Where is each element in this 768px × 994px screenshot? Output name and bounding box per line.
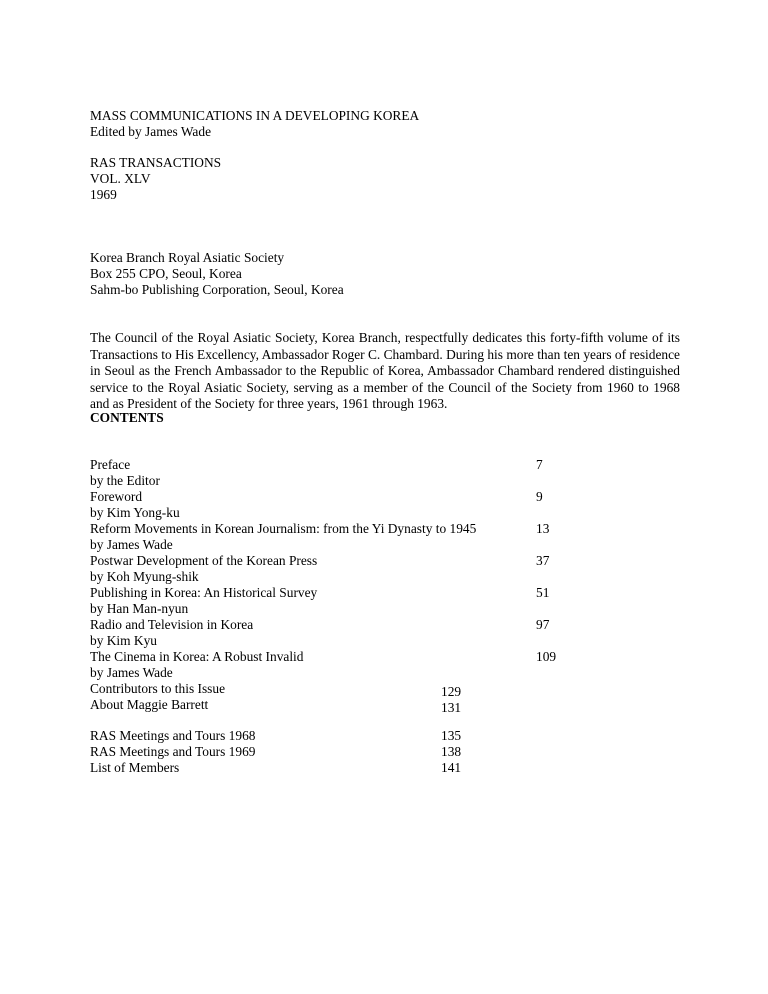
contents-entry-page: 13 xyxy=(536,521,550,536)
contents-entry-title: Reform Movements in Korean Journalism: from the Yi Dynasty to 1945 xyxy=(90,521,477,536)
contents-extra-page: 129 xyxy=(441,684,462,699)
contents-extra-page: 138 xyxy=(441,744,462,759)
contents-extra-title: About Maggie Barrett xyxy=(90,697,209,712)
contents-extra-title: List of Members xyxy=(90,760,180,775)
contents-entry-title: Preface xyxy=(90,457,131,472)
contents-entry-title: Radio and Television in Korea xyxy=(90,617,254,632)
contents-extra-title: Contributors to this Issue xyxy=(90,681,226,696)
contents-extra-page: 135 xyxy=(441,728,462,743)
contents-entry-title: Postwar Development of the Korean Press xyxy=(90,553,318,568)
contents-entry-title: The Cinema in Korea: A Robust Invalid xyxy=(90,649,304,664)
contents-extra-title: RAS Meetings and Tours 1969 xyxy=(90,744,256,759)
contents-entry-title: Publishing in Korea: An Historical Survey xyxy=(90,585,318,600)
series-volume: VOL. XLV xyxy=(90,171,151,186)
contents-entry-page: 51 xyxy=(536,585,550,600)
book-title: MASS COMMUNICATIONS IN A DEVELOPING KOREA xyxy=(90,108,420,123)
series-name: RAS TRANSACTIONS xyxy=(90,155,222,170)
dedication-paragraph: The Council of the Royal Asiatic Society, Korea Branch, respectfully dedicates this forty-fifth volume of its Transactions to His Excellency, Ambassador Roger C. Chambard. During his more than ten years of residence in Seoul as the French Ambassador to the Republic of Korea, Ambassador Chambard rendered distinguished service to the Royal Asiatic Society, serving as a member of the Council of the Society from 1960 to 1968 and as President of the Society for three years, 1961 through 1963. xyxy=(90,330,680,411)
contents-entry-title: Foreword xyxy=(90,489,143,504)
contents-entry-author: by Kim Kyu xyxy=(90,633,157,648)
contents-extra-title: RAS Meetings and Tours 1968 xyxy=(90,728,256,743)
contents-entry-page: 7 xyxy=(536,457,543,472)
contents-entry-author: by Kim Yong-ku xyxy=(90,505,180,520)
series-year: 1969 xyxy=(90,187,117,202)
contents-heading: CONTENTS xyxy=(90,410,164,425)
publisher-address: Box 255 CPO, Seoul, Korea xyxy=(90,266,242,281)
contents-entry-author: by Han Man-nyun xyxy=(90,601,189,616)
publisher-corporation: Sahm-bo Publishing Corporation, Seoul, Korea xyxy=(90,282,344,297)
book-editor: Edited by James Wade xyxy=(90,124,212,139)
contents-entry-author: by James Wade xyxy=(90,665,173,680)
contents-entry-page: 97 xyxy=(536,617,550,632)
contents-entry-page: 109 xyxy=(536,649,557,664)
contents-entry-page: 9 xyxy=(536,489,543,504)
contents-entry-author: by James Wade xyxy=(90,537,173,552)
contents-extra-page: 131 xyxy=(441,700,462,715)
contents-entry-page: 37 xyxy=(536,553,550,568)
contents-extra-page: 141 xyxy=(441,760,462,775)
publisher-society: Korea Branch Royal Asiatic Society xyxy=(90,250,285,265)
contents-entry-author: by Koh Myung-shik xyxy=(90,569,199,584)
contents-entry-author: by the Editor xyxy=(90,473,160,488)
